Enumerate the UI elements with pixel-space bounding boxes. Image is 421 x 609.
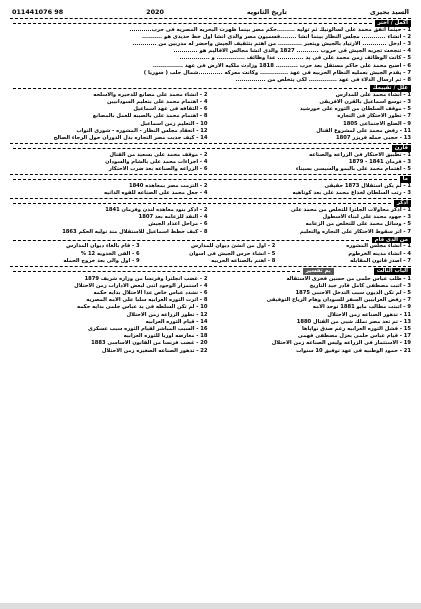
list-item: 1 - اذكر محاولات الجلترا للتخلص من محمد على <box>290 207 411 214</box>
list-item: 7 - رفض العرابيين السفر للسودان وهام الرياح التوفيقى <box>266 297 411 304</box>
list-item: 3 - جهود محمد على لبناء الاسطول <box>322 214 411 221</box>
section-title: ما <box>400 176 411 183</box>
teacher-name: السيد بحيرى <box>369 7 409 16</box>
list-item: 7 - اثر سقوط الاحتكار على التجاره والتعليم <box>299 228 411 235</box>
list-item: 4 - اجراءات محمد على بالشام والسودان <box>105 159 208 166</box>
list-item: 11 - تدهور الصناعه زمن الاحتلال <box>327 311 411 318</box>
list-item: 6 - مراحل اعداد الجيش <box>148 221 208 228</box>
list-item: 5 - لم تكن الديون سبب التدخل الاجنبى 1875 <box>295 290 411 297</box>
divider <box>10 174 411 175</box>
divider <box>10 266 411 267</box>
list-item: 4 - تنجحت تجربه الجيش فى حروب ........... 1827 والذى انشا مجالس الاقاليم هو ............ <box>173 48 411 55</box>
list-item: 6 - الفى الخدويه 12 % <box>80 250 140 257</box>
list-item: 5 - موقف السلطان من الثوره على خورشيد <box>299 106 411 113</box>
list-item: 8 - اهتمام محمد على بالصيبه للعمل بالمصانع <box>92 113 208 120</box>
year: 2020 <box>146 7 164 16</box>
list-item: 8 - اهتم بالصناعه الحربيه <box>211 257 276 264</box>
list-item: 4 - استمرار الوجود اثنى لبعض الادارات زمن الاحتلال <box>74 282 208 289</box>
list-item: 3 - رتب السلطان لخداع محمد على بعد كوتاهيه <box>292 190 411 197</box>
list-item: 9 - اثبتت مطالب مايو 1881 توحد الامه <box>312 304 411 311</box>
list-item: 2 - اول من انشئ ديوان للمدارس <box>191 243 276 250</box>
list-item: 7 - اصدر قانون المقابله <box>350 257 411 264</box>
page-header <box>10 6 411 17</box>
list-item: 14 - كيف جذبت مصر التجاره بدل الدوران حول الرجاء الصالح <box>53 135 208 142</box>
list-item: 7 - يقدم الجيش بعمليه النظام الحربيه فى عهد .............. وكانت معركه ............شمال حلب ( سوريا ) <box>143 69 411 76</box>
list-item: 4 - اهتمام محمد على بتعليم السودانيين <box>106 99 208 106</box>
list-item: 8 - تم ارسال الدلاء فى عهد .............. لكى يتخلص من ............... <box>235 77 411 84</box>
subject-title: تاريخ الثانويه <box>246 7 287 16</box>
list-item: 9 - الصلح الاجتماعى 1805 <box>343 120 411 127</box>
section-compare <box>10 145 411 173</box>
list-item: 6 - اصبح محمد على حاكم مستقل بعد حرب ........... 1818 وزادت ملكيه الارض فى عهد ............... <box>152 62 411 69</box>
list-item: 11 - رفض محمد على لمشروع القتال <box>316 127 411 134</box>
page-bottom-edge <box>0 603 421 609</box>
list-item: 13 - تم تعد مصر تملك شيى من القتال 1880 <box>296 318 411 325</box>
divider <box>10 198 411 199</box>
list-item: 2 - اذكر بنود معاهده لندن وفرمان 1841 <box>105 207 208 214</box>
list-item: 1 - حيثما اتفق محمد على لسالونيك ثم توليه .........حكم مصر بينما ظهرت البحريه المصريه فى حرب........... <box>129 26 411 33</box>
list-item: 6 - تشدد عباس خاص عدا الاحتلال بدايه حكمه <box>93 290 208 297</box>
list-item: 21 - حمود الوطنيه فى عهد توفيق 10 سنوات <box>296 347 411 354</box>
list-item: 7 - تطور الاحتكار فى التجاره <box>337 113 411 120</box>
list-item: 4 - النقد للزعامه بعد 1807 <box>138 214 208 221</box>
list-item: 10 - التعليم زمن اسماعيل <box>140 120 208 127</box>
section-who <box>10 237 411 265</box>
list-item: 14 - قيام الثوره العرابيه <box>145 318 208 325</box>
section-title: الباب الثالث <box>374 268 411 275</box>
section-title: من الذى قام <box>372 237 411 244</box>
list-item: 19 - الاستثمار فى الزراعه وليس الصناعه زمن الاحتلال <box>271 340 411 347</box>
document-page <box>10 6 411 603</box>
list-item: 2 - انشاء ............ مجلس النظار بينما انشا ........قسميون مصر والذى انشا اول خط حديدى هو .......... <box>142 33 411 40</box>
section-chapter-three <box>10 268 411 355</box>
list-item: 8 - اثرت الثوره العرابيه سلبا على الامه المصريه <box>86 297 208 304</box>
section-title: اكمل / اختر <box>375 20 411 27</box>
list-item: 5 - وسائل محمد على للتخلص من الزعامه <box>305 221 411 228</box>
divider <box>10 143 411 144</box>
list-item: 12 - تطور الزراعه زمن الاحتلال <box>126 311 208 318</box>
list-item: 22 - تدهور الصناعه الصغيره زمن الاحتلال <box>101 347 208 354</box>
list-item: 13 - حجبى حمله فريزر 1807 <box>336 135 411 142</box>
list-item: 8 - كيف خطط اسماعيل للاستقلال منذ توليه الحكم 1863 <box>62 228 208 235</box>
list-item: 4 - جعل محمد على الصناعه للقوه الذاتيه <box>104 190 208 197</box>
list-item: 3 - اثبت مصطفى كامل قادر جيد التاريخ <box>309 282 411 289</box>
list-item: 1 - انشاء محمد على للمدارس <box>335 91 411 98</box>
list-item: 18 - معارضه اوربا للثوره العرابيه <box>123 333 208 340</box>
list-item: 4 - انشاء مدينه الخرطوم <box>348 250 411 257</box>
list-item: 9 - اول والى بعد خروج الحمله <box>63 257 140 264</box>
divider <box>10 18 411 19</box>
list-item: 12 - انعقاد مجلس النظار - المشوره - شورى النواب <box>76 127 208 134</box>
section-why <box>10 176 411 197</box>
list-item: 6 - الثقافه فى عهد اسماعيل <box>133 106 208 113</box>
list-item: 2 - التزمت مصر بمعاهده 1840 <box>128 183 208 190</box>
section-title: اذكر <box>394 200 411 207</box>
list-item: 3 - فرمان 1841 - 1879 <box>348 159 411 166</box>
list-item: 20 - غضب فرنسا من القانون الاساسى 1883 <box>91 340 208 347</box>
list-item: 3 - قام بالغاء ديوان المدارس <box>66 243 140 250</box>
list-item: 1 - طلب عباس حلمى من حسين فخرى الاستقاله <box>286 275 411 282</box>
section-complete <box>10 20 411 84</box>
list-item: 5 - انشاء حرس الجيش فى اسوان <box>189 250 276 257</box>
list-item: 2 - انشاء محمد على مصانع للذخيره والاسلحه <box>93 91 208 98</box>
section-title: علل / تقييمك <box>370 85 411 92</box>
list-item: 3 - ادخل ............ الارتياد بالجيش ويتعبر ............ من اهتم بتثقيف الجيش واحضر له مدربين من ............ <box>132 41 411 47</box>
list-item: 17 - قيام عباس حلمى بعزل مصطفى فهمى <box>297 333 411 340</box>
section-tag: يم تفسير <box>303 268 334 275</box>
list-item: 5 - اهتمام محمد على باليمو والسيسى بسيناء <box>295 166 411 173</box>
list-item: 1 - تطبيق الاحتكار فى الزراعه والصناعه <box>309 151 411 158</box>
list-item: 16 - السبب المباشر لقيام الثوره سبب عسكرى <box>88 326 208 333</box>
section-title: قارن <box>392 145 411 152</box>
list-item: 3 - توسع اسماعيل بالقرن الافريقى <box>319 99 411 106</box>
list-item: 5 - كانت الوظائف زمن محمد على فى يد ............. عدا وظائف .............. و ............... <box>179 55 411 62</box>
list-item: 2 - موقف محمد على بسعيد من القتال <box>109 151 208 158</box>
list-item: 2 - غضب انجلترا وفرنسا من وزاره شريف 1879 <box>84 275 208 282</box>
phone-number: 011441076 98 <box>12 7 64 16</box>
section-explain <box>10 85 411 142</box>
section-mention <box>10 200 411 235</box>
list-item: 6 - الزراعه والصناعه بعد ضرب الاحتكار <box>108 166 208 173</box>
list-item: 10 - لم تكن السلطه فى يد عباس حلمى بدايه حكمه <box>76 304 208 311</box>
list-item: 1 - لم يكن استقلال 1873 حقيقى <box>324 183 411 190</box>
list-item: 1 - انشاء مجلس المشوره <box>346 243 411 250</box>
list-item: 15 - فشل الثوره العرابيه رغم صدق نواياها <box>301 326 411 333</box>
